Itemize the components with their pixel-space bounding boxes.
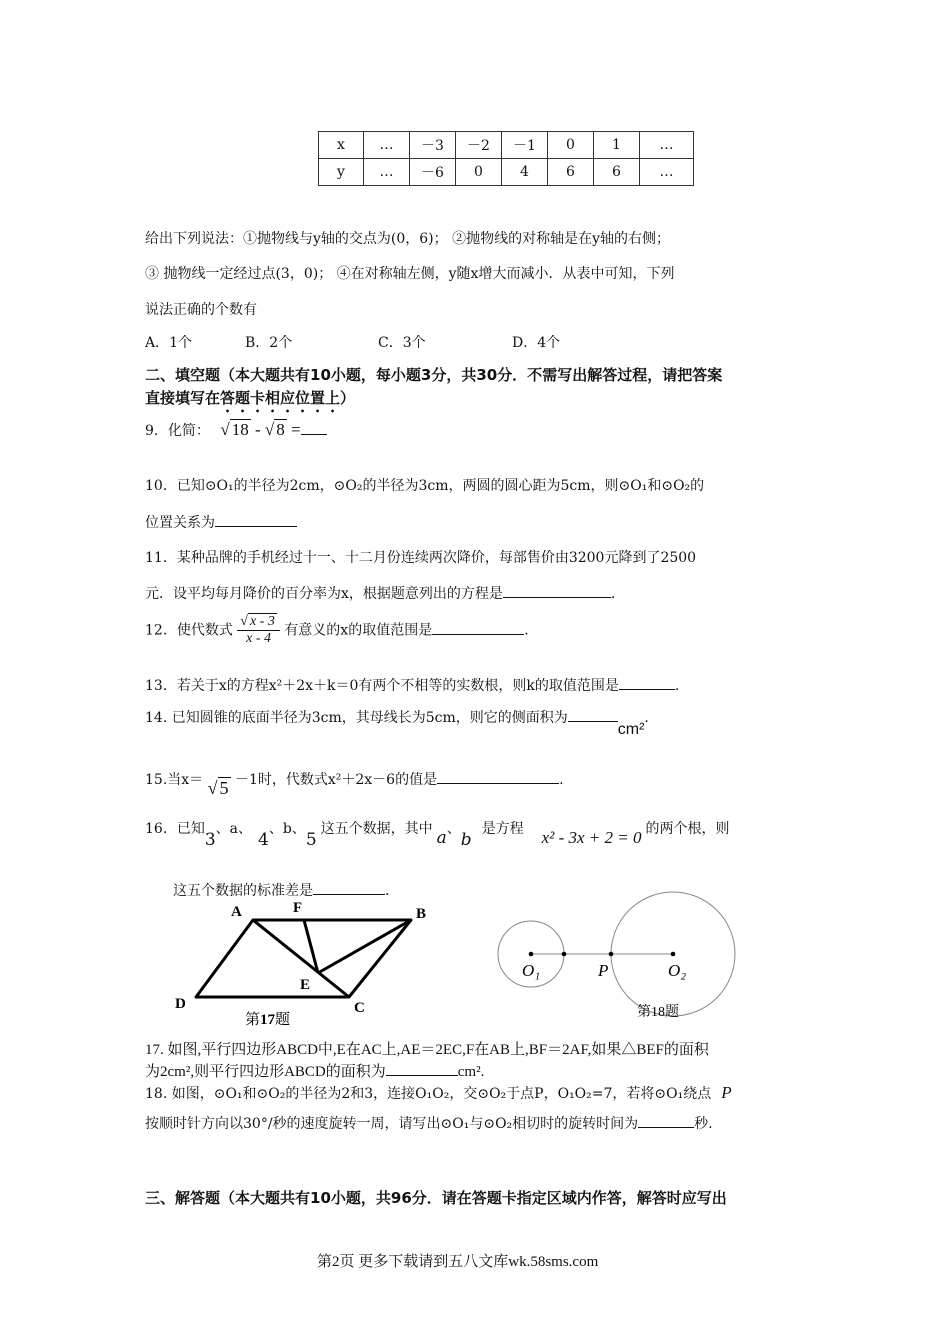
q18-line2 [145, 1113, 713, 1133]
q9-blank [301, 420, 327, 435]
q17-line2 [145, 1060, 484, 1081]
q8-option-b: B．2个 [245, 335, 293, 351]
point-o2 [671, 952, 676, 957]
section2-heading-c: ） [340, 389, 356, 407]
q17-blank [386, 1061, 458, 1076]
page-footer: 第2页 更多下载请到五八文库wk.58sms.com [317, 1254, 599, 1270]
q16-equation: x² - 3x + 2 = 0 [541, 828, 642, 847]
q9-prefix: 9．化简： [145, 423, 210, 439]
q9-math: √ 18 - √ 8 = [220, 420, 326, 439]
point-o1 [529, 952, 534, 957]
q15-prefix: 15.当x＝ [145, 772, 204, 788]
table-cell: … [640, 132, 694, 159]
q14-unit: cm² [617, 721, 645, 738]
q16-sep2: 、b、 [268, 821, 306, 837]
q10-text: 位置关系为 [145, 515, 215, 531]
q11-line1: 11．某种品牌的手机经过十一、十二月份连续两次降价，每部售价由3200元降到了2500 [145, 550, 697, 566]
q10-line1: 10．已知⊙O₁的半径为2cm，⊙O₂的半径为3cm，两圆的圆心距为5cm，则⊙O₁和⊙O₂的 [145, 478, 705, 494]
figure-17 [160, 895, 450, 1035]
label-e: E [300, 977, 311, 993]
q16-n5: 5 [305, 830, 317, 850]
q16-mid: 这五个数据，其中 [320, 821, 433, 837]
q16-prefix: 16．已知 [145, 821, 205, 837]
table-cell: －1 [502, 132, 548, 159]
table-cell: 0 [456, 159, 502, 186]
figure-18-caption: 第18题 [637, 1005, 679, 1020]
q18-blank [638, 1113, 694, 1128]
q15-root: √ 5 [207, 778, 229, 798]
q11-end: . [610, 586, 616, 602]
q16-blank [313, 880, 385, 895]
section2-heading-a: 直接填写在 [145, 389, 221, 407]
table-cell: －3 [410, 132, 456, 159]
q12-prefix: 12．使代数式 [145, 622, 233, 639]
q15-root-text: 5 [219, 778, 229, 798]
table-cell: … [364, 132, 410, 159]
q16-n3: 3 [204, 830, 216, 850]
q12-blank [432, 620, 524, 635]
table-cell: 4 [502, 159, 548, 186]
q8-line3: 说法正确的个数有 [145, 302, 257, 318]
q12-num-text: x - 3 [249, 614, 275, 629]
table-cell: … [640, 159, 694, 186]
label-o2: O₂ [668, 961, 687, 980]
q14-blank [568, 707, 618, 722]
q8-option-c: C．3个 [378, 335, 426, 351]
section3-heading: 三、解答题（本大题共有10小题，共96分．请在答题卡指定区域内作答，解答时应写出 [145, 1189, 727, 1207]
q13 [145, 675, 679, 695]
point-p [609, 952, 614, 957]
q8-option-a: A．1个 [145, 335, 193, 351]
q18-unit: 秒. [694, 1116, 713, 1132]
table-cell: －6 [410, 159, 456, 186]
q8-line1: 给出下列说法：①抛物线与y轴的交点为(0，6)； ②抛物线的对称轴是在y轴的右侧； [145, 231, 671, 247]
caption17-b: 17 [260, 1012, 276, 1028]
q18-line1 [145, 1083, 732, 1103]
table-row [319, 132, 694, 159]
label-a: A [231, 904, 242, 920]
caption17-a: 第 [245, 1012, 261, 1028]
label-p: P [598, 961, 609, 980]
q15-end: . [559, 772, 564, 788]
table-cell: －2 [456, 132, 502, 159]
value-table [318, 131, 694, 186]
q14 [145, 707, 649, 738]
q16-end: . [385, 883, 390, 899]
label-d: D [175, 996, 186, 1012]
label-b: B [416, 906, 427, 922]
q17-line1: 17. 如图,平行四边形ABCD中,E在AC上,AE＝2EC,F在AB上,BF＝2AF,如果△BEF的面积 [145, 1042, 709, 1058]
q13-blank [619, 675, 675, 690]
caption17-c: 题 [275, 1012, 291, 1028]
q11-blank [503, 583, 611, 598]
q14-text: 14. 已知圆锥的底面半径为3cm，其母线长为5cm，则它的侧面积为 [145, 710, 568, 726]
q17-text: 为2cm²,则平行四边形ABCD的面积为 [145, 1064, 386, 1080]
table-cell: 0 [548, 132, 594, 159]
q9-root-b: 8 [276, 420, 285, 439]
table-cell: 1 [594, 132, 640, 159]
q9-eq: = [290, 420, 301, 439]
q16-sep1: 、a、 [215, 821, 253, 837]
segment-eb [318, 920, 411, 973]
q11-line2 [145, 583, 615, 603]
figure-18 [490, 885, 750, 1025]
table-cell: 6 [594, 159, 640, 186]
q12-numerator: √ x - 3 [240, 614, 275, 629]
q9-op: - [254, 420, 261, 439]
table-cell: 6 [548, 159, 594, 186]
q17-unit: cm². [457, 1064, 485, 1080]
label-f: F [293, 900, 303, 916]
label-c: C [354, 1000, 365, 1016]
q16-line1 [145, 818, 730, 850]
label-o1: O₁ [522, 961, 541, 980]
q16-mid2: 是方程 [481, 821, 524, 837]
q16-line2-text: 这五个数据的标准差是 [173, 883, 313, 899]
q11-text: 元．设平均每月降价的百分率为x，根据题意列出的方程是 [145, 586, 503, 602]
q15-mid: －1时，代数式x²＋2x－6的值是 [234, 772, 438, 788]
q16-n4: 4 [258, 830, 269, 850]
q12-suffix: 有意义的x的取值范围是 [284, 622, 433, 639]
q16-tail: 的两个根，则 [645, 821, 730, 837]
section2-heading-cont [145, 387, 355, 416]
q12-end: . [524, 622, 529, 639]
q18-p: P [721, 1083, 732, 1102]
q12 [145, 614, 529, 647]
q16-a: a [436, 828, 447, 848]
q15 [145, 768, 564, 798]
q10-blank [215, 512, 297, 527]
q18-text2: 按顺时针方向以30°/秒的速度旋转一周，请写出⊙O₁与⊙O₂相切时的旋转时间为 [145, 1116, 639, 1132]
q16-sep3: 、 [446, 821, 461, 837]
point-tangent [562, 952, 567, 957]
section2-heading-emph: 答题卡相应位置上 [220, 389, 341, 407]
q10-line2 [145, 512, 297, 532]
table-cell: … [364, 159, 410, 186]
q8-option-d: D．4个 [512, 335, 561, 351]
table-cell: y [319, 159, 364, 186]
q15-blank [437, 769, 559, 784]
table-cell: x [319, 132, 364, 159]
q16-b: b [460, 830, 472, 850]
section2-heading: 二、填空题（本大题共有10小题，每小题3分，共30分．不需写出解答过程，请把答案 [145, 366, 723, 384]
q12-fraction [237, 614, 280, 647]
table-row [319, 159, 694, 186]
q12-denominator: x - 4 [237, 630, 280, 647]
q13-text: 13．若关于x的方程x²＋2x＋k＝0有两个不相等的实数根，则k的取值范围是 [145, 678, 619, 694]
q9-root-a: 18 [231, 420, 249, 439]
q18-text1: 18. 如图，⊙O₁和⊙O₂的半径为2和3，连接O₁O₂，交⊙O₂于点P，O₁O₂=7，若将⊙O₁绕点 [145, 1086, 712, 1102]
q14-end: . [644, 710, 649, 726]
figure-17-caption [245, 1011, 290, 1028]
q9 [145, 420, 327, 440]
q13-end: . [674, 678, 680, 694]
q8-line2: ③ 抛物线一定经过点(3，0)； ④在对称轴左侧，y随x增大而减小．从表中可知，下列 [145, 266, 675, 282]
